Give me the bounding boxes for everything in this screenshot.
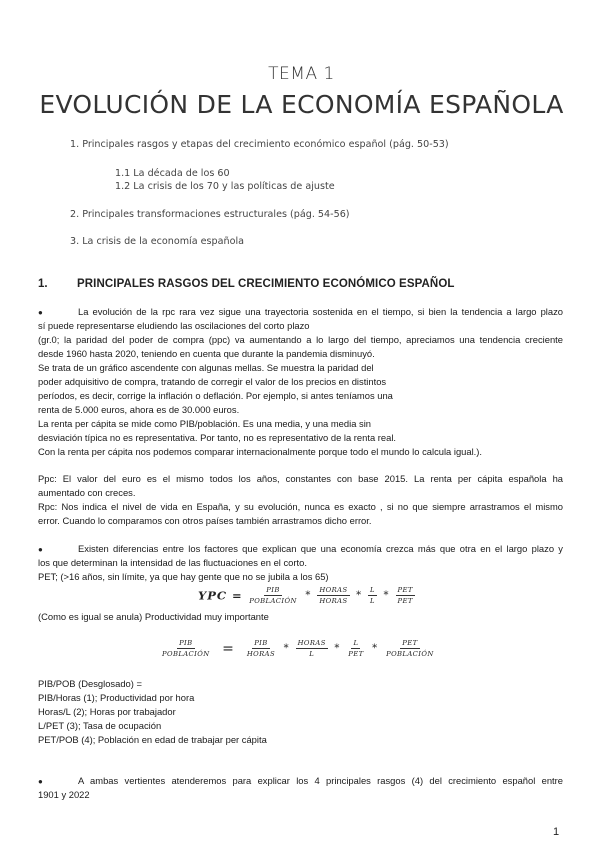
text-line: aumentado con creces. [38, 487, 136, 498]
text-line: Se trata de un gráfico ascendente con algunas mellas. Se muestra la paridad del [38, 362, 374, 373]
text-line: Con la renta per cápita nos podemos comparar internacionalmente porque todo el mundo lo calcula igual.). [38, 446, 483, 457]
fraction: $\frac{\text{PET}}{\text{PET}}$ [397, 586, 413, 605]
text-line: poder adquisitivo de compra, tratando de corregir el valor de los precios en distintos [38, 376, 387, 387]
paragraph-growth-traits [38, 774, 563, 802]
text-line: PET; (>16 años, sin límite, ya que hay gente que no se jubila a los 65) [38, 571, 329, 582]
fraction: $\frac{\text{PIB}}{\text{POBLACIÓN}}$ [162, 639, 210, 658]
section-number: 1. [38, 278, 48, 290]
text-line: La renta per cápita se mide como PIB/población. Es una media, y una media sin [38, 418, 372, 429]
document-title: EVOLUCIÓN DE LA ECONOMÍA ESPAÑOLA [39, 90, 564, 119]
text-line: Ppc: El valor del euro es el mismo todos los años, constantes con base 2015. La renta per cápita española ha [38, 473, 563, 484]
fraction: $\frac{L}{\text{PET}}$ [348, 639, 364, 658]
list-item: PET/POB (4); Población en edad de trabajar per cápita [38, 734, 267, 745]
list-item: PIB/Horas (1); Productividad por hora [38, 692, 195, 703]
list-item: PIB/POB (Desglosado) = [38, 678, 142, 689]
text-line: los que determinan la intensidad de las fluctuaciones en el corto. [38, 557, 307, 568]
fraction: $\frac{\text{HORAS}}{L}$ [297, 639, 326, 658]
fraction: $\frac{\text{PIB}}{\text{HORAS}}$ [246, 639, 276, 658]
text-line: Rpc: Nos indica el nivel de vida en España, y su evolución, nunca es exacto , si no que siempre arrastramos el mismo [38, 501, 563, 512]
text-line: (gr.0; la paridad del poder de compra (ppc) va aumentando a lo largo del tiempo, apreciamos una tendencia creciente [38, 334, 563, 345]
equation-pib-decomposition: $\frac{\text{PIB}}{\text{POBLACIÓN}}$ = $\frac{\text{PIB}}{\text{HORAS}}$ * $\frac{\text{HORAS}}{L}$ * $\frac{L}{\text{PET}}$ * $\frac{\text{PET}}{\text{POBLACIÓN}}$ [162, 639, 434, 658]
equation-ypc: YPC = $\frac{\text{PIB}}{\text{POBLACIÓN}}$ * $\frac{\text{HORAS}}{\text{HORAS}}$ * $\frac{L}{L}$ * $\frac{\text{PET}}{\text{PET}}$ [198, 586, 413, 605]
toc-item-2: 2. Principales transformaciones estructurales (pág. 54-56) [70, 209, 350, 220]
paragraph-factors [38, 542, 563, 584]
list-item: Horas/L (2); Horas por trabajador [38, 706, 176, 717]
bullet-icon: ● [38, 308, 43, 317]
toc-item-1: 1. Principales rasgos y etapas del crecimiento económico español (pág. 50-53) [70, 139, 449, 150]
bullet-icon: ● [38, 777, 43, 786]
section-title: PRINCIPALES RASGOS DEL CRECIMIENTO ECONÓMICO ESPAÑOL [77, 278, 455, 290]
page-number: 1 [553, 826, 560, 838]
toc-item-1-2: 1.2 La crisis de los 70 y las políticas de ajuste [115, 181, 335, 192]
text-line: Existen diferencias entre los factores que explican que una economía crezca más que otra en el largo plazo y [78, 543, 563, 554]
equation-lhs: YPC = [198, 588, 243, 603]
text-line: A ambas vertientes atenderemos para explicar los 4 principales rasgos (4) del crecimiento español entre [78, 775, 563, 786]
fraction: $\frac{\text{HORAS}}{\text{HORAS}}$ [319, 586, 348, 605]
fraction: $\frac{L}{L}$ [370, 586, 375, 605]
bullet-icon: ● [38, 545, 43, 554]
text-line: desviación típica no es representativa. Por tanto, no es representativo de la renta real. [38, 432, 397, 443]
text-line: error. Cuando lo comparamos con otros países también arrastramos dicho error. [38, 515, 372, 526]
equation-note: (Como es igual se anula) Productividad muy importante [38, 611, 269, 622]
paragraph-ppc-rpc [38, 472, 563, 528]
paragraph-rpc-evolution [38, 305, 563, 459]
list-item: L/PET (3); Tasa de ocupación [38, 720, 162, 731]
text-line: 1901 y 2022 [38, 789, 90, 800]
tema-label: TEMA 1 [268, 64, 335, 84]
text-line: períodos, es decir, corrige la inflación o deflación. Por ejemplo, si antes teníamos una [38, 390, 393, 401]
fraction: $\frac{\text{PIB}}{\text{POBLACIÓN}}$ [249, 586, 297, 605]
toc-item-3: 3. La crisis de la economía española [70, 236, 245, 247]
text-line: renta de 5.000 euros, ahora es de 30.000 euros. [38, 404, 240, 415]
decomposition-list [38, 677, 267, 747]
text-line: La evolución de la rpc rara vez sigue una trayectoria sostenida en el tiempo, si bien la tendencia a largo plazo [78, 306, 563, 317]
toc-item-1-1: 1.1 La década de los 60 [115, 168, 230, 179]
text-line: desde 1960 hasta 2020, teniendo en cuenta que durante la pandemia disminuyó. [38, 348, 375, 359]
fraction: $\frac{\text{PET}}{\text{POBLACIÓN}}$ [386, 639, 434, 658]
text-line: sí puede representarse eludiendo las oscilaciones del corto plazo [38, 320, 310, 331]
